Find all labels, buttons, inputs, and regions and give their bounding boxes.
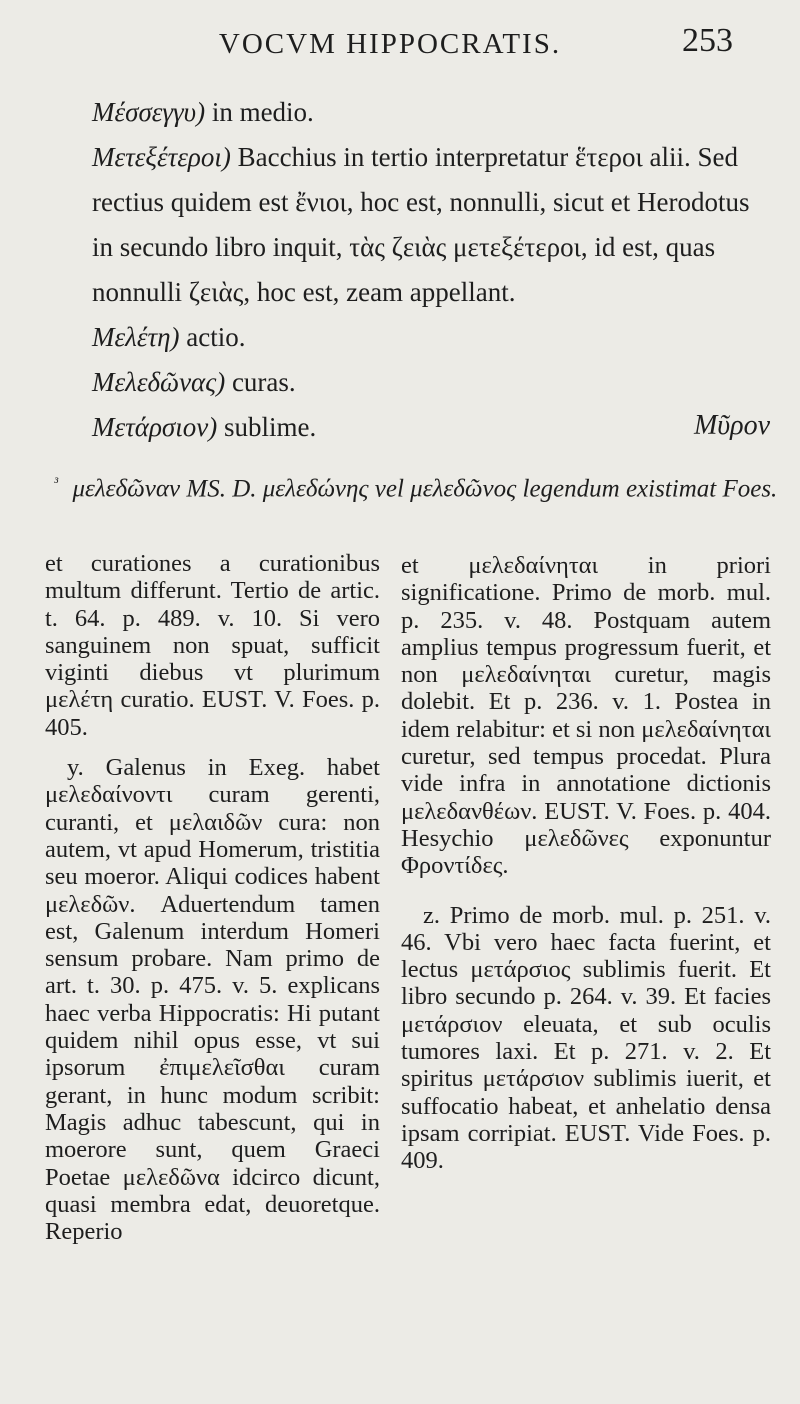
entry: [40, 405, 775, 450]
entry-headword: Μετεξέτεροι): [92, 142, 231, 172]
entry-headword: Μελέτη): [92, 322, 180, 352]
entry-text: sublime.: [217, 412, 317, 442]
catchword: Μῦρον: [693, 410, 770, 441]
footnote: [54, 468, 782, 505]
entry: [40, 135, 775, 315]
right-paragraph-1: et μελεδαίνηται in priori significatione. Primo de morb. mul. p. 235. v. 48. Postquam autem amplius tempus progressum fuerit, et non μελεδαίνηται curetur, magis dolebit. Et p. 236. v. 1. Postea in idem relabitur: et si non μελεδαίνηται curetur, sed tempus procedat. Plura vide infra in annotatione dictionis μελεδανθέων. EUST. V. Foes. p. 404. Hesychio μελεδῶνες exponuntur Φροντίδες.: [401, 552, 771, 880]
left-paragraph-2: y. Galenus in Exeg. habet μελεδαίνοντι curam gerenti, curanti, et μελαιδῶν cura: non autem, vt apud Homerum, tristitia seu moeror. Aliqui codices habent μελεδῶν. Aduertendum tamen est, Galenum interdum Homeri sensum probare. Nam primo de art. t. 30. p. 475. v. 5. explicans haec verba Hippocratis: Hi putant quidem nihil opus esse, vt sui ipsorum ἐπιμελεῖσθαι curam gerant, in hunc modum scribit: Magis adhuc tabescunt, qui in moerore sunt, quem Graeci Poetae μελεδῶνα idcirco dicunt, quasi membra edat, deuoretque. Reperio: [45, 754, 380, 1246]
entry-text: actio.: [179, 322, 246, 352]
entry-headword: Μέσσεγγυ): [92, 97, 206, 127]
glossary-entries: [40, 90, 775, 450]
entry: [40, 360, 775, 405]
entry: [40, 315, 775, 360]
entry-text: Bacchius in tertio interpretatur ἕτεροι alii. Sed rectius quidem est ἔνιοι, hoc est, nonnulli, sicut et Herodotus in secundo libro inquit, τὰς ζειὰς μετεξέτεροι, id est, quas nonnulli ζειὰς, hoc est, zeam appellant.: [92, 142, 750, 307]
entry-headword: Μελεδῶνας): [92, 367, 226, 397]
footnote-text: μελεδῶναν MS. D. μελεδώνης vel μελεδῶνος legendum existimat Foes.: [72, 475, 778, 503]
right-paragraph-2: z. Primo de morb. mul. p. 251. v. 46. Vbi vero haec facta fuerint, et lectus μετάρσιος sublimis fuerit. Et libro secundo p. 264. v. 39. Et facies μετάρσιον eleuata, et sub oculis tumores laxi. Et p. 271. v. 2. Et spiritus μετάρσιον sublimis iuerit, et suffocatio habeat, et anhelatio densa ipsam corripiat. EUST. Vide Foes. p. 409.: [401, 901, 771, 1175]
page-number: 253: [682, 22, 733, 59]
entry-text: curas.: [225, 367, 296, 397]
entry-headword: Μετάρσιον): [92, 412, 218, 442]
left-column: [45, 550, 380, 1245]
entry: [40, 90, 775, 135]
right-column: [401, 552, 771, 1175]
entry-text: in medio.: [205, 97, 314, 127]
left-paragraph-1: et curationes a curationibus multum differunt. Tertio de artic. t. 64. p. 489. v. 10. Si vero sanguinem non spuat, sufficit viginti diebus vt plurimum μελέτη curatio. EUST. V. Foes. p. 405.: [45, 550, 380, 741]
footnote-marker: ³: [54, 476, 59, 491]
running-title: VOCVM HIPPOCRATIS.: [218, 28, 562, 60]
